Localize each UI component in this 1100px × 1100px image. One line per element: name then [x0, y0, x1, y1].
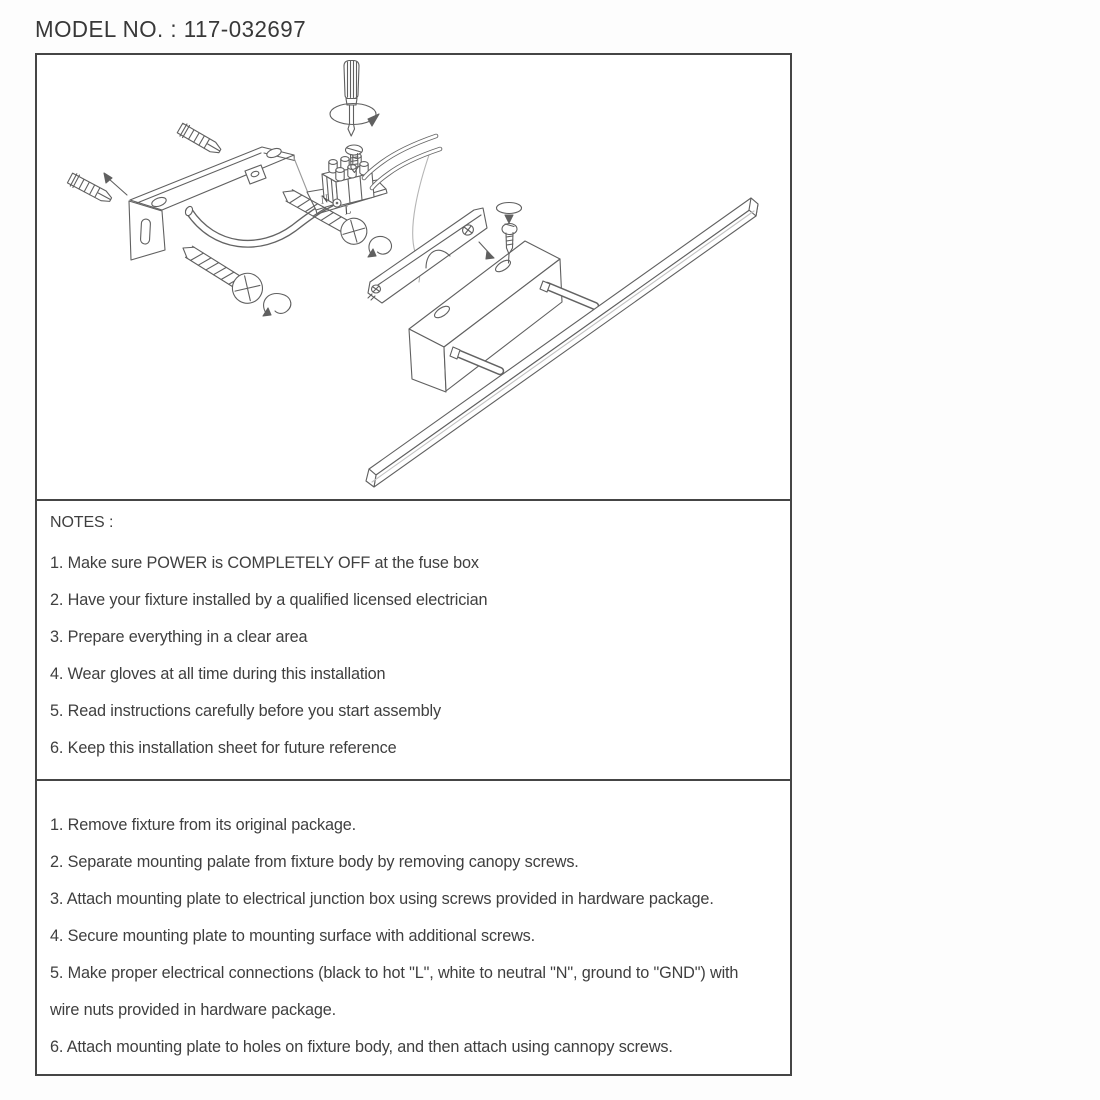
rotate-arrow-left-screw [263, 293, 291, 316]
notes-section [37, 501, 790, 767]
rotate-arrow-canopy-screw [497, 203, 522, 214]
step-item: 6. Attach mounting plate to holes on fixture body, and then attach using cannopy screws. [50, 1038, 673, 1056]
step-item: 3. Attach mounting plate to electrical junction box using screws provided in hardware package. [50, 890, 714, 908]
mounting-bracket [129, 147, 308, 260]
notes-heading: NOTES : [50, 514, 114, 531]
step-item: 2. Separate mounting palate from fixture body by removing canopy screws. [50, 853, 579, 871]
attach-direction-arrow [479, 242, 494, 259]
terminal-label-l: L [342, 202, 353, 218]
step-item: 5. Make proper electrical connections (black to hot "L", white to neutral "N", ground to "GND") with [50, 964, 739, 982]
rotate-arrow-upper-screw [368, 236, 391, 257]
installation-diagram [37, 55, 790, 499]
note-item: 2. Have your fixture installed by a qualified licensed electrician [50, 591, 488, 609]
step-item-continuation: wire nuts provided in hardware package. [50, 1001, 337, 1019]
model-number-label: MODEL NO. : 117-032697 [35, 16, 307, 42]
note-item: 3. Prepare everything in a clear area [50, 628, 308, 646]
assembly-steps-section [37, 781, 790, 1066]
wall-anchor-top [177, 122, 224, 157]
insert-direction-arrow [104, 173, 127, 195]
screwdriver [330, 61, 379, 137]
sheet-outer-box [35, 53, 792, 1076]
note-item: 5. Read instructions carefully before you start assembly [50, 702, 442, 720]
note-item: 1. Make sure POWER is COMPLETELY OFF at the fuse box [50, 554, 479, 572]
step-item: 1. Remove fixture from its original package. [50, 816, 357, 834]
note-item: 6. Keep this installation sheet for future reference [50, 739, 397, 757]
terminal-label-n: N [318, 191, 330, 207]
note-item: 4. Wear gloves at all time during this installation [50, 665, 386, 683]
step-item: 4. Secure mounting plate to mounting surface with additional screws. [50, 927, 536, 945]
